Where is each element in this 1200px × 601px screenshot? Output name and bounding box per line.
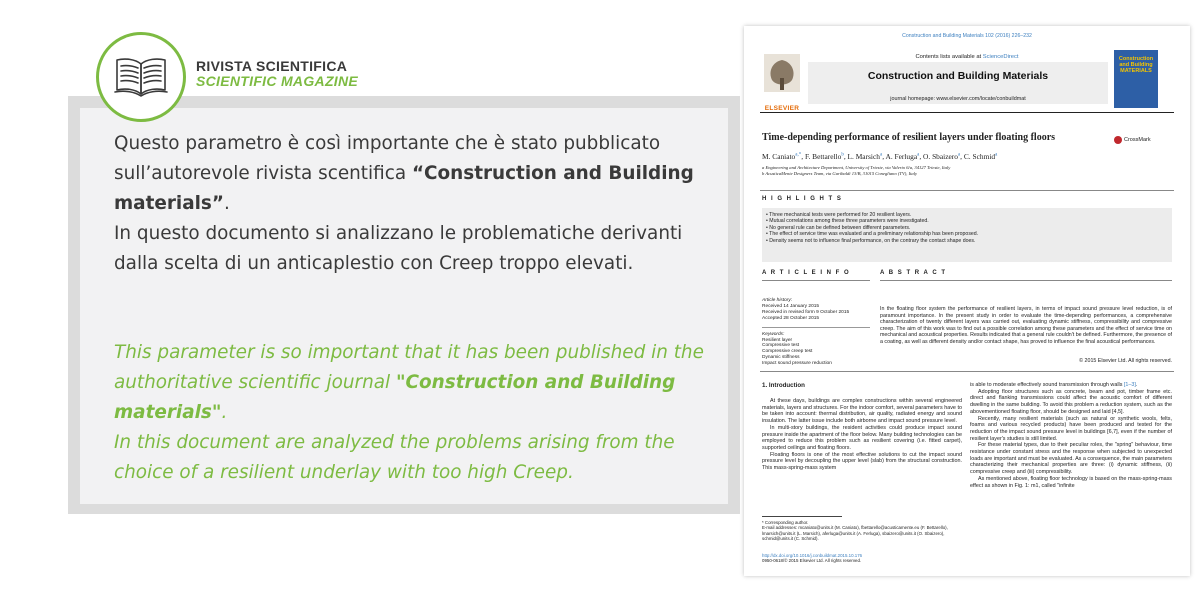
journal-name-it: “Construction and Building materials” [114, 163, 694, 214]
italian-paragraph-1: Questo parametro è così importante che è stato pubblicato sull’autorevole rivista scentifica “Construction and Building materials”. [114, 133, 694, 214]
crossmark-badge[interactable]: CrossMark [1114, 136, 1151, 144]
author-name: A. Ferluga [885, 152, 918, 161]
highlight-item: • No general rule can be defined between different parameters. [766, 224, 911, 231]
author-separator: , [960, 152, 964, 161]
elsevier-tree-icon [762, 52, 802, 100]
author-name: C. Schmid [963, 152, 996, 161]
author-name: O. Sbaizero [923, 152, 958, 161]
highlight-item: • The effect of service time was evaluated and a preliminary relationship has been proposed. [766, 231, 979, 238]
highlight-item: • Density seems not to influence final performance, on the contrary the contact shape does. [766, 237, 976, 244]
author-affiliation-mark: a [995, 152, 998, 158]
section-subtitle: SCIENTIFIC MAGAZINE [196, 73, 359, 89]
highlights-list [766, 212, 1166, 244]
header-rule [760, 112, 1174, 113]
author-affiliation-mark: a [917, 152, 920, 158]
intro-paragraph: Floating floors is one of the most effective solutions to cut the impact sound pressure level by decoupling the upper level (slab) from the structural construction. This mass-spring-mass system [762, 451, 962, 472]
crossmark-icon [1114, 136, 1122, 144]
info-divider [762, 327, 870, 328]
author-separator: , [882, 152, 886, 161]
introduction-left-column [762, 398, 962, 472]
issn-line: 0950-0618/© 2015 Elsevier Ltd. All rights reserved. [762, 558, 862, 564]
abstract-label: A B S T R A C T [880, 270, 947, 276]
highlight-item: • Mutual correlations among these three parameters were investigated. [766, 218, 929, 225]
elsevier-logo [762, 52, 802, 112]
open-book-icon [113, 54, 169, 100]
intro-paragraph: In multi-story buildings, the resident activities could produce impact sound pressure inside the apartment of the floor below. Many building technologies can be employed to reduce this problem such as resilient covering (i.e. fitted carpet), supported ceilings and floating floors. [762, 424, 962, 451]
intro-paragraph: Recently, many resilient materials (such as natural or synthetic wools, felts, foams and various recycled products) have been produced and tested for the reduction of the impact sound pressure level in buildings [6,7], even if the number of resilient layer's studies is still limited. [970, 415, 1172, 442]
affiliation-a: a Engineering and Architecture Department, University of Trieste, via Valerio 6/a, 34127 Trieste, Italy [762, 165, 951, 170]
keyword: Impact sound pressure reduction [762, 361, 832, 367]
corresponding-author-note: * Corresponding author. [762, 520, 809, 525]
abstract-rule [880, 280, 1172, 281]
intro-paragraph: Adopting floor structures such as concrete, beam and pot, timber frame etc. direct and flanking transmissions could affect the acoustic comfort of different dwelling in the same building. To avoid this problem a reduction system, such as the abovementioned floating floor, should be designed and laid [4,5]. [970, 388, 1172, 415]
article-info [762, 298, 870, 367]
highlights-rule [760, 190, 1174, 191]
doi-link[interactable]: http://dx.doi.org/10.1016/j.conbuildmat.2015.10.176 [762, 553, 863, 558]
section-title: RIVISTA SCIENTIFICA [196, 58, 348, 74]
doi-block [762, 553, 962, 564]
abstract-end-rule [760, 371, 1174, 372]
citation-link[interactable]: [1–3] [1123, 382, 1136, 388]
author-name: M. Caniato [762, 152, 796, 161]
highlight-item: • Three mechanical tests were performed for 20 resilient layers. [766, 212, 912, 218]
author-name: F. Bettarello [804, 152, 842, 161]
keyword: Compressive test [762, 343, 800, 349]
author-name: L. Marsich [847, 152, 880, 161]
keyword: Resilient layer [762, 337, 793, 343]
english-description [114, 338, 714, 488]
highlights-label: H I G H L I G H T S [762, 196, 843, 202]
paper-first-page [744, 26, 1190, 576]
footnotes [762, 520, 962, 541]
author-affiliation-mark: a [957, 152, 961, 158]
keywords-label: Keywords: [762, 331, 785, 337]
english-paragraph-1: This parameter is so important that it has been published in the authoritative scientific journal "Construction and Building materials". [114, 342, 704, 423]
article-info-label: A R T I C L E I N F O [762, 270, 851, 276]
intro-paragraph: At these days, buildings are complex constructions within several engineered materials, layers and structures. For the indoor comfort, several parameters have to be taken into account: thermal distribution, air quality, radiated energy and sound insulation. The latter issue include both airborne and impact sound pressure level. [762, 398, 962, 425]
affiliation-b: b AcusticaMente Designers Team, via Garibaldi 13/B, 31015 Conegliano (TV), Italy [762, 171, 918, 176]
abstract-text: In the floating floor system the performance of resilient layers, in terms of impact sound pressure level reduction, is of paramount importance. In the present study in order to evaluate the time-depending performances, a comprehensive characterization of twenty different layers was carried out, evaluating dynamic stiffness, compressibility and compressive creep. The aim of this work was to find out a possible correlation among these parameters and the effect of service time on mechanical and acoustical properties. Results indicated that a general rule couldn't be defined. Furthermore, the presence of a coating, as well as different density and/or contact shape, has proved to influence the final acoustical performances. [880, 306, 1172, 345]
journal-name-en: "Construction and Building materials" [114, 372, 676, 423]
contents-line: Contents lists available at ScienceDirect [915, 54, 1019, 60]
history-accepted: Accepted 28 October 2015 [762, 315, 820, 321]
footnote-rule [762, 516, 842, 517]
sciencedirect-link[interactable]: ScienceDirect [982, 54, 1019, 60]
author-list [762, 152, 1162, 161]
italian-description [114, 129, 714, 279]
history-revised: Received in revised form 9 October 2015 [762, 309, 850, 315]
introduction-heading: 1. Introduction [762, 382, 805, 389]
introduction-right-column [970, 382, 1172, 489]
english-paragraph-2: In this document are analyzed the problems arising from the choice of a resilient underlay with too high Creep. [114, 432, 675, 483]
history-received: Received 14 January 2015 [762, 303, 820, 309]
italian-paragraph-2: In questo documento si analizzano le problematiche derivanti dalla scelta di un anticaplestio con Creep troppo elevati. [114, 223, 683, 274]
journal-name: Construction and Building Materials [867, 70, 1049, 82]
publisher-name: ELSEVIER [764, 105, 800, 112]
keyword: Compressive creep test [762, 349, 813, 355]
magazine-badge [96, 32, 186, 122]
journal-reference: Construction and Building Materials 102 (2016) 226–232 [902, 33, 1032, 39]
email-addresses: E-mail addresses: mcaniato@units.it (M. Caniato), fbettarello@acusticamente.eu (F. Bettarello), lmarsich@units.it (L. Marsich), aferluga@units.it (A. Ferluga), sbaizero@units.it (O. Sbaizero), schmid@units.it (C. Schmid). [762, 525, 948, 541]
author-separator: , [919, 152, 924, 161]
author-affiliation-mark: b [841, 152, 844, 158]
keyword: Dynamic stiffness [762, 355, 800, 361]
intro-paragraph: is able to moderate effectively sound transmission through walls [1–3]. [970, 382, 1138, 388]
author-separator: , [801, 152, 805, 161]
abstract-copyright: © 2015 Elsevier Ltd. All rights reserved. [1079, 358, 1172, 364]
author-affiliation-mark: a [879, 152, 883, 158]
intro-paragraph: For these material types, due to their peculiar roles, the "spring" behaviour, time resistance under constant stress and the response when subjected to unexpected loads are important and must be evaluated. As a consequence, the main parameters characterizing their mechanical properties are three: (i) dynamic stiffness, (ii) compressive creep and (iii) compressibility. [970, 442, 1172, 476]
paper-title: Time-depending performance of resilient layers under floating floors [762, 132, 1056, 143]
journal-homepage: journal homepage: www.elsevier.com/locate/conbuildmat [890, 96, 1026, 102]
journal-cover-title: Construction and Building MATERIALS [1118, 56, 1154, 75]
article-info-rule [762, 280, 870, 281]
history-label: Article history: [762, 298, 793, 303]
author-separator: , [843, 152, 848, 161]
author-affiliation-mark: a,* [795, 152, 802, 158]
intro-paragraph: As mentioned above, floating floor technology is based on the mass-spring-mass effect as shown in Fig. 1: m1, called "infinite [970, 475, 1172, 489]
